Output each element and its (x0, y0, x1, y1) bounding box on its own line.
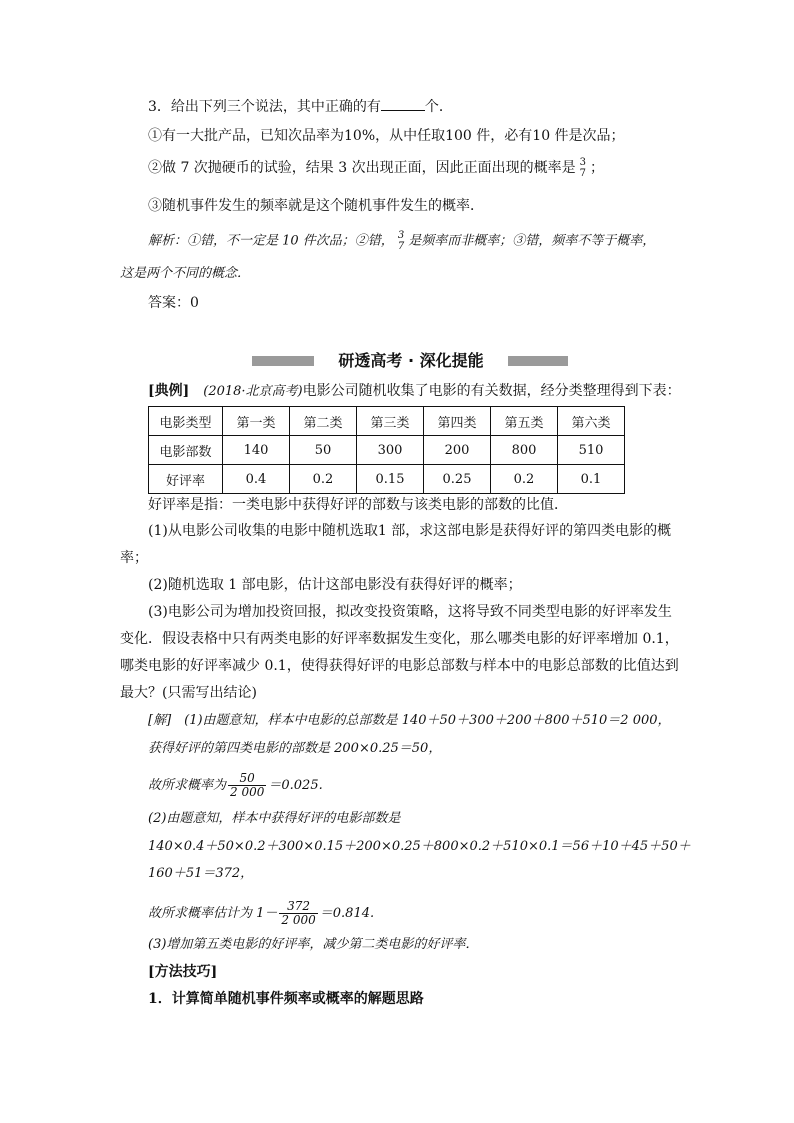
fraction-numerator: 372 (279, 900, 317, 914)
table-header-row (149, 407, 625, 436)
solution-line3 (148, 772, 323, 799)
problem3-stem-text: 3．给出下列三个说法，其中正确的有 (148, 99, 381, 115)
question2: (2)随机选取 1 部电影，估计这部电影没有获得好评的概率； (148, 577, 522, 593)
question3-line2: 变化．假设表格中只有两类电影的好评率数据发生变化，那么哪类电影的好评率增加 0.1， (120, 631, 679, 647)
banner-title: 研透高考 · 深化提能 (338, 351, 484, 370)
table-cell: 50 (290, 436, 357, 465)
question3-line3: 哪类电影的好评率减少 0.1，使得获得好评的电影总部数与样本中的电影总部数的比值达到 (120, 658, 679, 674)
solution-text: 故所求概率估计为 1－ (148, 906, 278, 921)
table-cell: 0.2 (290, 465, 357, 494)
table-cell: 0.1 (558, 465, 625, 494)
fraction-numerator: 50 (228, 772, 266, 786)
fraction-denominator: 2 000 (281, 913, 316, 927)
table-header-cell: 电影类型 (149, 407, 223, 436)
table-header-cell: 第二类 (290, 407, 357, 436)
solution-line2: 获得好评的第四类电影的部数是 200×0.25＝50， (148, 741, 442, 756)
solution-line8: (3)增加第五类电影的好评率，减少第二类电影的好评率． (148, 937, 479, 952)
table-cell: 200 (424, 436, 491, 465)
table-cell: 800 (491, 436, 558, 465)
solution-text: 故所求概率为 (148, 778, 227, 793)
problem3-item2-text: ②做 7 次抛硬币的试验，结果 3 次出现正面，因此正面出现的概率是 (148, 160, 576, 176)
table-header-cell: 第一类 (223, 407, 290, 436)
problem3-stem (148, 96, 453, 117)
table-row (149, 436, 625, 465)
example-tag: [典例] (148, 383, 190, 399)
problem3-analysis (148, 230, 655, 252)
example-source: (2018·北京高考) (203, 384, 303, 399)
movie-data-table (148, 406, 625, 494)
question3-line4: 最大？(只需写出结论) (120, 685, 257, 701)
example-note: 好评率是指：一类电影中获得好评的部数与该类电影的部数的比值． (148, 497, 568, 513)
solution-line5: 140×0.4＋50×0.2＋300×0.15＋200×0.25＋800×0.2＋510×0.1＝56＋10＋45＋50＋ (148, 839, 691, 854)
fraction-denominator: 2 000 (230, 785, 265, 799)
table-cell: 300 (357, 436, 424, 465)
method-item1: 1．计算简单随机事件频率或概率的解题思路 (148, 991, 424, 1007)
table-cell: 0.15 (357, 465, 424, 494)
analysis-text-a: 解析：①错，不一定是 10 件次品；②错， (148, 233, 394, 249)
solution-line4: (2)由题意知，样本中获得好评的电影部数是 (148, 811, 401, 826)
example-intro (148, 381, 681, 402)
banner-bar-right (508, 356, 568, 366)
table-cell: 140 (223, 436, 290, 465)
problem3-analysis-line2: 这是两个不同的概念． (120, 266, 251, 281)
table-header-cell: 第六类 (558, 407, 625, 436)
fraction-denominator: 7 (579, 168, 586, 179)
problem3-item1: ①有一大批产品，已知次品率为10%，从中任取100 件，必有10 件是次品； (148, 128, 625, 144)
problem3-item2-end: ； (590, 160, 604, 176)
table-cell: 好评率 (149, 465, 223, 494)
question3-line1: (3)电影公司为增加投资回报，拟改变投资策略，这将导致不同类型电影的好评率发生 (148, 604, 672, 620)
answer-blank (381, 96, 425, 111)
table-header-cell: 第四类 (424, 407, 491, 436)
banner-bar-left (252, 356, 314, 366)
fraction-denominator: 7 (397, 241, 405, 252)
fraction-50-2000 (228, 772, 266, 799)
fraction-numerator: 3 (579, 157, 586, 168)
table-cell: 0.2 (491, 465, 558, 494)
analysis-text-b: 是频率而非概率；③错，频率不等于概率， (408, 233, 656, 249)
table-row (149, 465, 625, 494)
method-tag: [方法技巧] (148, 964, 218, 980)
problem3-answer: 答案：0 (148, 295, 199, 311)
table-cell: 0.25 (424, 465, 491, 494)
solution-result: ＝0.025. (268, 778, 323, 793)
table-header-cell: 第三类 (357, 407, 424, 436)
question1-line1: (1)从电影公司收集的电影中随机选取1 部，求这部电影是获得好评的第四类电影的概 (148, 523, 672, 539)
question1-line2: 率； (120, 550, 148, 566)
problem3-item3: ③随机事件发生的频率就是这个随机事件发生的概率． (148, 198, 484, 214)
solution-line6: 160＋51＝372， (148, 866, 254, 881)
solution-line1: [解] (1)由题意知，样本中电影的总部数是 140＋50＋300＋200＋800＋510＝2 000， (148, 713, 671, 728)
fraction-372-2000 (279, 900, 317, 927)
solution-result: ＝0.814. (319, 906, 375, 921)
table-cell: 0.4 (223, 465, 290, 494)
section-banner (252, 350, 568, 372)
example-intro-text: 电影公司随机收集了电影的有关数据，经分类整理得到下表： (302, 383, 681, 399)
solution-line7 (148, 900, 374, 927)
table-header-cell: 第五类 (491, 407, 558, 436)
fraction-3-7 (396, 230, 406, 252)
fraction-numerator: 3 (397, 230, 405, 241)
fraction-3-7 (578, 157, 588, 179)
problem3-stem-end: 个． (424, 99, 453, 115)
table-cell: 510 (558, 436, 625, 465)
table-cell: 电影部数 (149, 436, 223, 465)
problem3-item2 (148, 157, 604, 179)
